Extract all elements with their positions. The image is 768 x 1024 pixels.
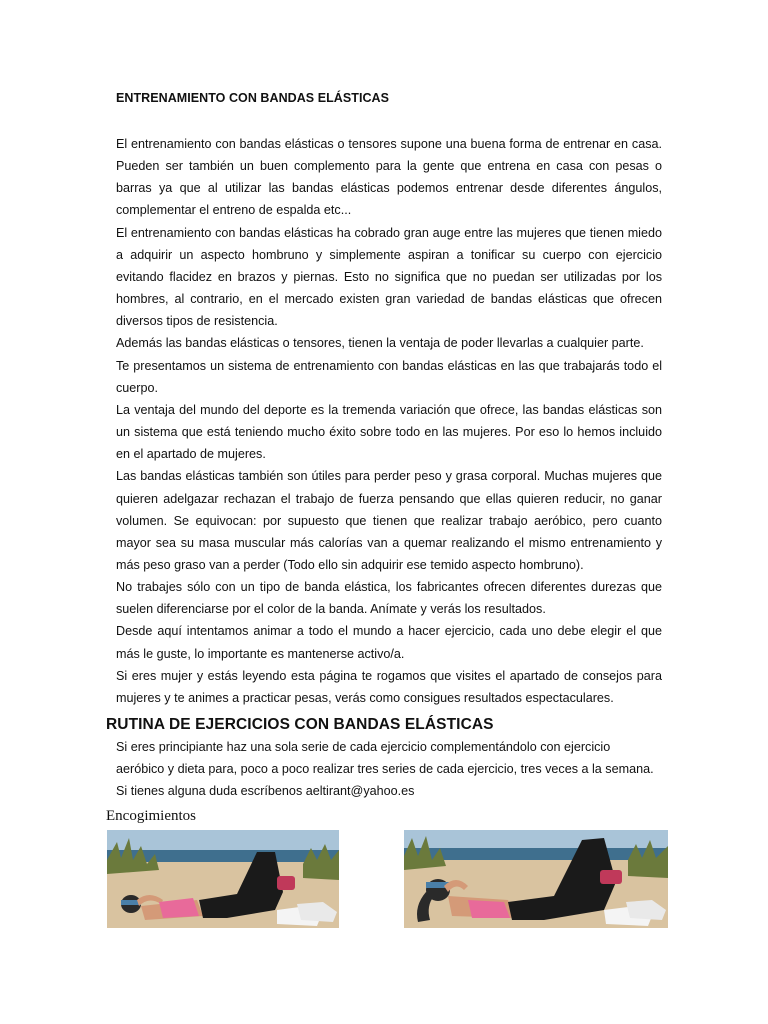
paragraph: Si tienes alguna duda escríbenos aeltirant@yahoo.es bbox=[116, 784, 415, 798]
paragraph: El entrenamiento con bandas elásticas ha cobrado gran auge entre las mujeres que tienen miedo a adquirir un aspecto hombruno y simplemente aspiran a tonificar su cuerpo con ejercicio evitando flacidez en brazos y piernas. Esto no significa que no puedan ser utilizadas por los hombres, al contrario, en el mercado existen gran variedad de bandas elásticas que ofrecen diversos tipos de resistencia. bbox=[116, 225, 662, 329]
body-text bbox=[116, 133, 662, 709]
document-title: ENTRENAMIENTO CON BANDAS ELÁSTICAS bbox=[116, 91, 390, 105]
exercise-photo-end bbox=[404, 830, 668, 928]
paragraph: Las bandas elásticas también son útiles para perder peso y grasa corporal. Muchas mujeres que quieren adelgazar rechazan el trabajo de fuerza pensando que ellas quieren reducir, no ganar volumen. Se equivocan: por supuesto que tienen que realizar trabajo aeróbico, pero cuanto mayor sea su masa muscular más calorías van a quemar realizando el mismo entrenamiento y más peso graso van a perder (Todo ello sin adquirir ese temido aspecto hombruno). bbox=[116, 469, 662, 572]
paragraph: Desde aquí intentamos animar a todo el mundo a hacer ejercicio, cada uno debe elegir el que más le guste, lo importante es mantenerse activo/a. bbox=[116, 624, 662, 661]
paragraph: No trabajes sólo con un tipo de banda elástica, los fabricantes ofrecen diferentes durezas que suelen diferenciarse por el color de la banda. Anímate y verás los resultados. bbox=[116, 580, 662, 617]
paragraph: Si eres mujer y estás leyendo esta página te rogamos que visites el apartado de consejos para mujeres y te animes a practicar pesas, verás como consigues resultados espectaculares. bbox=[116, 668, 662, 705]
section-heading: RUTINA DE EJERCICIOS CON BANDAS ELÁSTICAS bbox=[106, 716, 494, 733]
person-top bbox=[468, 900, 510, 918]
section-text bbox=[116, 736, 662, 802]
paragraph: Te presentamos un sistema de entrenamiento con bandas elásticas en las que trabajarás todo el cuerpo. bbox=[116, 358, 662, 395]
person-band bbox=[277, 876, 295, 890]
person-band bbox=[600, 870, 622, 884]
exercise-photo-start bbox=[107, 830, 339, 928]
paragraph: Además las bandas elásticas o tensores, tienen la ventaja de poder llevarlas a cualquier parte. bbox=[116, 336, 644, 351]
paragraph: El entrenamiento con bandas elásticas o tensores supone una buena forma de entrenar en casa. Pueden ser también un buen complemento para la gente que entrena en casa con pesas o barras ya que al utilizar las bandas elásticas podemos entrenar desde diferentes ángulos, complementar el entreno de espalda etc... bbox=[116, 137, 662, 218]
exercise-label: Encogimientos bbox=[106, 808, 196, 824]
paragraph: Si eres principiante haz una sola serie de cada ejercicio complementándolo con ejercicio aeróbico y dieta para, poco a poco realizar tres series de cada ejercicio, tres veces a la semana. bbox=[116, 740, 654, 776]
paragraph: La ventaja del mundo del deporte es la tremenda variación que ofrece, las bandas elásticas son un sistema que está teniendo mucho éxito sobre todo en las mujeres. Por eso lo hemos incluido en el apartado de mujeres. bbox=[116, 402, 662, 462]
